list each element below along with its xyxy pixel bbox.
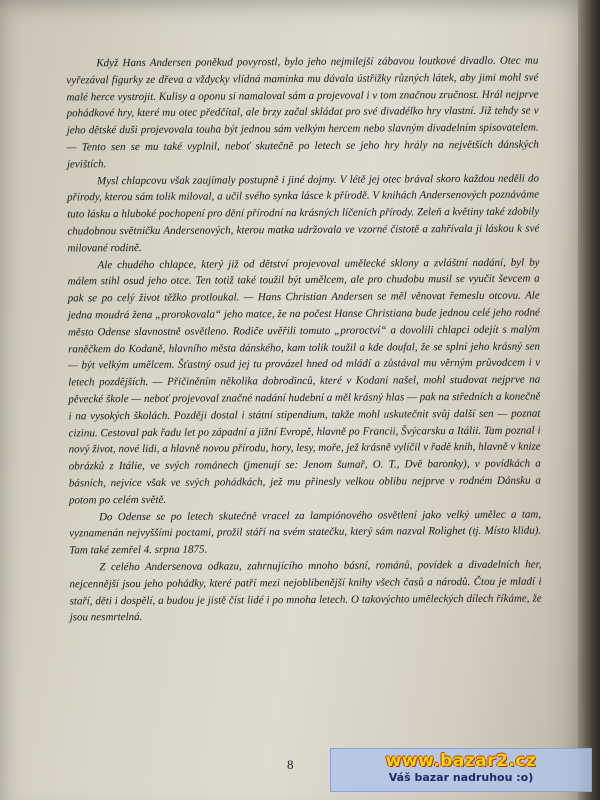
paragraph-5: Z celého Andersenova odkazu, zahrnujícího mnoho básní, románů, povídek a divadelních her, nejcennější jsou jeho pohádky, které patří mezi nejoblíbenější knihy všech časů a národů. Čtou je mladí i staří, děti i dospělí, a budou je jistě číst lidé i po mnoha letech. O takovýchto uměleckých dílech říkáme, že jsou nesmrtelná. xyxy=(69,558,542,624)
book-edge-shadow xyxy=(578,0,600,800)
watermark-url: www.bazar2.cz xyxy=(385,751,537,771)
paragraph-4: Do Odense se po letech skutečně vracel za lampiónového osvětlení jako velký umělec a tam, vyznamenán nejvyššími poctami, prožil stáří na svém statečku, který sám nazval Rolighet (tj. Místo klidu). Tam také zemřel 4. srpna 1875. xyxy=(69,508,542,557)
watermark-tagline: Váš bazar nadruhou :o) xyxy=(388,771,534,784)
watermark-banner xyxy=(330,748,592,792)
page-number: 8 xyxy=(287,757,294,772)
paragraph-1: Když Hans Andersen poněkud povyrostl, bylo jeho nejmilejší zábavou loutkové divadlo. Otec mu vyřezával figurky ze dřeva a vždycky vlídná maminka mu dávala ústřižky různých látek, aby jimi mohl své malé herce vystrojit. Kulisy a oponu si namaloval sám a projevoval i v tom značnou zručnost. Hrál nejprve pohádkové hry, které mu otec předčítal, ale brzy začal skládat pro své divadélko hry vlastní. Již tehdy se v jeho dětské duši projevovala touha být jednou sám velkým hercem nebo slavným divadelním spisovatelem. — Tento sen se mu také vyplnil, neboť skutečně po letech se jeho hry hrály na největších dánských jevištích. xyxy=(66,54,539,171)
paragraph-3: Ale chudého chlapce, který již od dětství projevoval umělecké sklony a zvláštní nadání, byl by málem stihl osud jeho otce. Ten totiž také toužil být umělcem, ale pro chudobu musil se vyučit ševcem a pak se po celý život těžko protloukal. — Hans Christian Andersen se měl věnovat řemeslu otcovu. Ale jedna moudrá žena „prorokovala“ jeho matce, že na počest Hanse Christiana bude jednou celé jeho rodné město Odense slavnostně osvětleno. Rodiče uvěřili tomuto „proroctví“ a dovolili chlapci odejít s malým raněčkem do Kodaně, hlavního města dánského, kam tolik toužil a kde doufal, že se splní jeho krásný sen — být velkým umělcem. Šťastný osud jej tu provázel hned od mládí a zůstával mu věrným průvodcem i v letech pozdějších. — Přičiněním několika dobrodinců, které v Kodani našel, mohl studovat nejprve na pěvecké škole — neboť projevoval značné nadání hudební a měl krásný hlas — pak na středních a konečně i na vysokých školách. Později dostal i státní stipendium, takže mohl uskutečnit svůj další sen — poznat cizinu. Cestoval pak řadu let po západní a jižní Evropě, hlavně po Francii, Švýcarsku a Itálii. Tam poznal i nový život, nové lidi, a hlavně novou přírodu, hory, lesy, moře, jež krásně vylíčil v řadě knih, hlavně v knize obrázků z Itálie, ve svých románech (jmenují se: Jenom šumař, O. T., Dvě baronky), v povídkách a básních, nejvíce však ve svých pohádkách, jež mu přinesly velkou oblibu nejprve v rodném Dánsku a potom po celém světě. xyxy=(67,256,541,507)
paragraph-2: Mysl chlapcovu však zaujímaly postupně i jiné dojmy. V létě jej otec brával skoro každou neděli do přírody, kterou sám tolik miloval, a učil svého synka lásce k přírodě. V knihách Andersenových poznáváme tuto lásku a hluboké pochopení pro dění přírodní na krásných líčeních přírody. Zeleň a květiny také zdobily chudobnou světničku Andersenových, kterou matka udržovala ve vzorné čistotě a zahřívala ji láskou k své milované rodině. xyxy=(67,172,540,255)
body-text xyxy=(66,53,541,627)
